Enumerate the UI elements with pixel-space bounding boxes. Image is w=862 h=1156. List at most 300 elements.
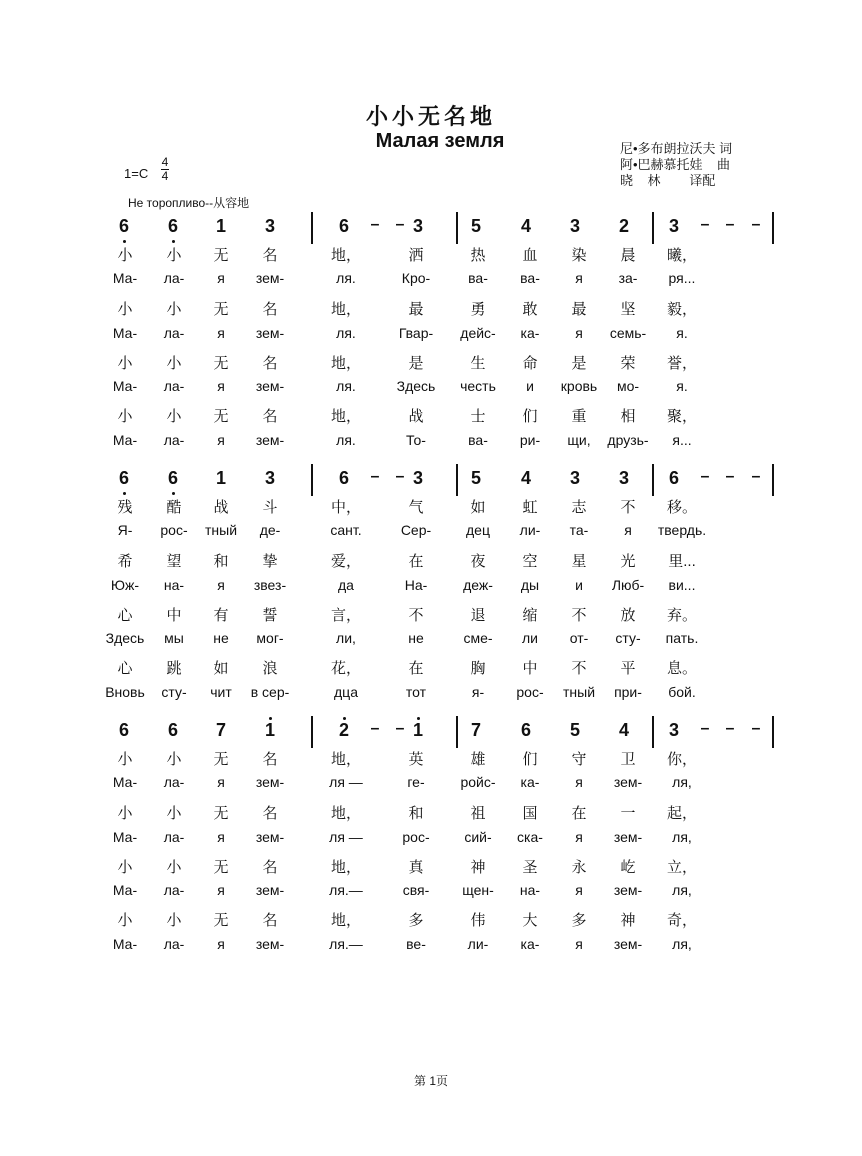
lyric-syllable: зем- [613,774,643,790]
lyric-syllable: 小 [117,859,133,876]
lyric-syllable: 士 [470,408,486,425]
lyric-syllable: ска- [517,829,543,845]
lyric-syllable: 小 [166,247,182,264]
lyric-syllable: 国 [522,805,538,822]
lyric-syllable: Ма- [112,774,138,790]
credit-lyricist: 尼•多布朗拉沃夫 词 [620,141,733,156]
lyric-syllable: ри- [519,432,541,448]
note-value: – [370,468,380,485]
note-value: 5 [470,468,481,488]
lyric-syllable: кровь [560,378,598,394]
note [334,468,354,489]
notation-row [0,212,862,246]
lyric-syllable: 在 [571,805,587,822]
lyric-syllable: 小 [166,408,182,425]
lyric-syllable: 弃。 [666,607,697,624]
note-value: 3 [264,468,275,488]
lyric-syllable: зем- [255,270,285,286]
note-value: – [700,216,710,233]
note-value: 6 [668,468,679,488]
note [565,468,585,489]
lyric-syllable: зем- [255,378,285,394]
lyric-syllable: я [575,270,583,286]
barline [652,716,654,748]
note-value: – [751,468,761,485]
lyric-syllable: Ма- [112,432,138,448]
note-value: 4 [618,720,629,740]
sustain-dash [697,720,713,738]
lyric-syllable: дца [334,684,358,700]
sustain-dash [722,468,738,486]
note-value: – [700,720,710,737]
lyric-syllable: 夜 [470,553,486,570]
lyric-syllable: 小 [117,247,133,264]
lyric-syllable: да [338,577,354,593]
note-value: – [725,216,735,233]
lyric-syllable: 多 [408,912,424,929]
lyric-syllable: 名 [262,408,278,425]
lyric-syllable: 荣 [620,355,636,372]
lyric-syllable: 敢 [522,301,538,318]
lyric-syllable: не [213,630,229,646]
lyric-line-russian [0,936,862,958]
notation-row [0,716,862,750]
note [664,468,684,489]
lyric-line-chinese [0,244,862,266]
lyric-syllable: ли, [336,630,356,646]
lyric-syllable: 无 [213,751,229,768]
lyric-syllable: 光 [620,553,636,570]
note [466,720,486,741]
time-signature-top: 4 [161,155,169,169]
lyric-syllable: рос- [516,684,544,700]
barline [311,212,313,244]
lyric-syllable: 真 [408,859,424,876]
lyric-line-russian [0,325,862,347]
lyric-syllable: 们 [522,408,538,425]
barline [652,464,654,496]
lyric-syllable: зем- [255,432,285,448]
note-value: – [395,468,405,485]
lyric-syllable: 希 [117,553,133,570]
lyric-syllable: 小 [166,301,182,318]
lyric-syllable: мог- [256,630,284,646]
lyric-syllable: я [217,936,225,952]
lyric-syllable: ва- [468,270,488,286]
note [114,216,134,237]
lyric-syllable: 小 [117,805,133,822]
lyric-syllable: ве- [406,936,426,952]
time-signature [161,156,169,183]
lyric-syllable: 不 [620,499,636,516]
lyric-syllable: я [217,882,225,898]
lyric-syllable: на- [163,577,185,593]
lyric-syllable: 有 [213,607,229,624]
lyric-syllable: 地， [330,408,361,425]
lyric-syllable: 小 [117,912,133,929]
lyric-syllable: тный [562,684,596,700]
lyric-syllable: я [217,432,225,448]
lyric-syllable: 心 [117,607,133,624]
lyric-syllable: я [575,936,583,952]
credit-composer: 阿•巴赫慕托娃 曲 [620,157,730,172]
lyric-syllable: за- [618,270,638,286]
lyric-syllable: ге- [407,774,425,790]
lyric-syllable: ва- [468,432,488,448]
title-russian: Малая земля [375,130,505,152]
note [614,216,634,237]
note-value: 3 [618,468,629,488]
lyric-syllable: ла- [163,774,185,790]
key-signature: 1=C [124,166,149,181]
lyric-syllable: я [575,325,583,341]
lyric-syllable: 奇， [666,912,697,929]
note-value: 2 [338,720,349,740]
lyric-syllable: 小 [166,355,182,372]
lyric-syllable: Здесь [105,630,145,646]
note-value: 3 [412,468,423,488]
note-value: 3 [668,216,679,236]
lyric-syllable: честь [460,378,496,394]
lyric-syllable: на- [519,882,541,898]
low-octave-dot [123,492,126,495]
low-octave-dot [172,492,175,495]
page-number: 第 1页 [413,1074,448,1088]
lyric-syllable: ла- [163,325,185,341]
lyric-syllable: зем- [255,882,285,898]
lyric-syllable: 名 [262,805,278,822]
lyric-syllable: я [624,522,632,538]
lyric-syllable: Ма- [112,270,138,286]
note-value: 6 [167,216,178,236]
lyric-syllable: я- [471,684,485,700]
sustain-dash [392,468,408,486]
lyric-syllable: зем- [255,829,285,845]
lyric-syllable: я [217,270,225,286]
lyric-line-chinese [0,352,862,374]
lyric-line-chinese [0,298,862,320]
lyric-syllable: щи, [567,432,591,448]
lyric-syllable: твердь. [657,522,707,538]
credit-translator: 晓 林 译配 [620,173,716,188]
lyric-syllable: 地， [330,751,361,768]
note-value: 7 [470,720,481,740]
note-value: – [370,216,380,233]
lyric-syllable: ли- [467,936,489,952]
note-value: – [370,720,380,737]
lyric-syllable: от- [569,630,589,646]
lyric-syllable: 坚 [620,301,636,318]
lyric-syllable: 生 [470,355,486,372]
lyric-syllable: 不 [408,607,424,624]
lyric-syllable: 伟 [470,912,486,929]
lyric-syllable: 屹 [620,859,636,876]
lyric-syllable: бой. [668,684,696,700]
lyric-syllable: ля. [336,325,356,341]
lyric-syllable: зем- [613,936,643,952]
lyric-syllable: я [217,325,225,341]
lyric-line-chinese [0,748,862,770]
lyric-syllable: ла- [163,378,185,394]
lyric-syllable: 地， [330,859,361,876]
note [163,216,183,237]
lyric-syllable: пать. [665,630,699,646]
lyric-syllable: 英 [408,751,424,768]
lyric-syllable: 圣 [522,859,538,876]
note-value: 1 [215,216,226,236]
lyric-syllable: 小 [166,805,182,822]
lyric-syllable: зем- [255,936,285,952]
lyric-syllable: 小 [117,355,133,372]
lyric-line-russian [0,432,862,454]
lyric-syllable: сме- [463,630,493,646]
note-value: 4 [520,216,531,236]
sustain-dash [697,468,713,486]
lyric-syllable: 小 [166,859,182,876]
note-value: – [751,216,761,233]
lyric-syllable: 中 [522,660,538,677]
lyric-syllable: ды [520,577,540,593]
note [565,216,585,237]
note-value: 3 [264,216,275,236]
lyric-syllable: сту- [161,684,187,700]
sustain-dash [392,216,408,234]
lyric-syllable: 挚 [262,553,278,570]
note-value: 3 [569,216,580,236]
lyric-line-russian [0,522,862,544]
lyric-syllable: 小 [166,751,182,768]
note [516,468,536,489]
note-value: 6 [338,216,349,236]
note [664,720,684,741]
note-value: 1 [264,720,275,740]
note-value: 6 [520,720,531,740]
lyric-syllable: 平 [620,660,636,677]
lyric-syllable: и [575,577,583,593]
lyric-syllable: 不 [571,607,587,624]
note [163,468,183,489]
lyric-syllable: 地， [330,912,361,929]
lyric-syllable: Вновь [105,684,145,700]
note-value: 3 [668,720,679,740]
note [260,720,280,741]
lyric-syllable: 命 [522,355,538,372]
lyric-line-chinese [0,909,862,931]
note [516,720,536,741]
note-value: 2 [618,216,629,236]
lyric-syllable: 斗 [262,499,278,516]
lyric-syllable: ка- [520,325,540,341]
lyric-syllable: ля, [672,882,692,898]
lyric-syllable: 志 [571,499,587,516]
barline [772,212,774,244]
time-signature-bottom: 4 [161,169,169,183]
note [664,216,684,237]
lyric-syllable: 一 [620,805,636,822]
note-value: – [725,720,735,737]
lyric-syllable: звез- [253,577,287,593]
lyric-syllable: 心 [117,660,133,677]
lyric-syllable: 气 [408,499,424,516]
lyric-syllable: сту- [615,630,641,646]
lyric-syllable: Гвар- [398,325,434,341]
lyric-syllable: де- [259,522,281,538]
lyric-syllable: и [526,378,534,394]
high-octave-dot [269,717,272,720]
lyric-syllable: ка- [520,774,540,790]
lyric-syllable: 曦， [666,247,697,264]
lyric-syllable: 勇 [470,301,486,318]
lyric-line-russian [0,577,862,599]
note-value: – [700,468,710,485]
lyric-syllable: рос- [402,829,430,845]
lyric-syllable: 胸 [470,660,486,677]
lyric-syllable: 里... [668,553,696,570]
notation-row [0,464,862,498]
lyric-syllable: сант. [330,522,362,538]
barline [456,464,458,496]
lyric-line-russian [0,774,862,796]
note [211,468,231,489]
lyric-syllable: То- [406,432,426,448]
note-value: 5 [569,720,580,740]
lyric-syllable: 立， [666,859,697,876]
note-value: 6 [167,468,178,488]
lyric-syllable: 望 [166,553,182,570]
lyric-syllable: 你， [666,751,697,768]
lyric-syllable: ля, [672,829,692,845]
lyric-syllable: свя- [402,882,430,898]
lyric-syllable: 地， [330,301,361,318]
note [516,216,536,237]
lyric-syllable: я [217,577,225,593]
lyric-syllable: 是 [408,355,424,372]
lyric-syllable: 放 [620,607,636,624]
sustain-dash [367,216,383,234]
lyric-syllable: 大 [522,912,538,929]
sustain-dash [748,216,764,234]
lyric-syllable: 晨 [620,247,636,264]
lyric-syllable: 战 [408,408,424,425]
note [211,216,231,237]
lyric-syllable: Ма- [112,378,138,394]
lyric-syllable: зем- [255,774,285,790]
lyric-syllable: зем- [613,882,643,898]
lyric-syllable: 卫 [620,751,636,768]
lyric-syllable: 缩 [522,607,538,624]
lyric-syllable: 不 [571,660,587,677]
sustain-dash [392,720,408,738]
lyric-syllable: я. [676,325,688,341]
lyric-syllable: 是 [571,355,587,372]
lyric-syllable: щен- [462,882,494,898]
lyric-syllable: ля — [329,829,363,845]
lyric-syllable: ла- [163,882,185,898]
lyric-syllable: 息。 [666,660,697,677]
lyric-syllable: при- [614,684,642,700]
lyric-syllable: ла- [163,432,185,448]
high-octave-dot [343,717,346,720]
lyric-syllable: Юж- [110,577,140,593]
lyric-syllable: ла- [163,829,185,845]
sustain-dash [722,720,738,738]
barline [456,212,458,244]
lyric-syllable: ля, [672,936,692,952]
lyric-syllable: 染 [571,247,587,264]
lyric-syllable: 无 [213,912,229,929]
lyric-syllable: я [575,774,583,790]
lyric-syllable: 空 [522,553,538,570]
lyric-syllable: ли- [519,522,541,538]
lyric-syllable: мо- [616,378,640,394]
lyric-syllable: Ма- [112,936,138,952]
lyric-syllable: ля.— [329,882,363,898]
lyric-syllable: ва- [520,270,540,286]
lyric-syllable: Здесь [396,378,436,394]
lyric-syllable: тот [405,684,427,700]
lyric-line-chinese [0,657,862,679]
note [163,720,183,741]
lyric-syllable: 起， [666,805,697,822]
lyric-syllable: 聚， [666,408,697,425]
note-value: 6 [338,468,349,488]
lyric-syllable: 残 [117,499,133,516]
note [466,468,486,489]
lyric-syllable: ря... [668,270,696,286]
sustain-dash [748,468,764,486]
lyric-syllable: 重 [571,408,587,425]
lyric-syllable: мы [164,630,184,646]
lyric-line-chinese [0,856,862,878]
lyric-line-russian [0,630,862,652]
lyric-syllable: 最 [571,301,587,318]
note-value: 7 [215,720,226,740]
note-value: 3 [412,216,423,236]
barline [456,716,458,748]
credits [620,141,732,189]
lyric-syllable: 小 [117,408,133,425]
lyric-syllable: 们 [522,751,538,768]
lyric-syllable: 神 [620,912,636,929]
high-octave-dot [417,717,420,720]
lyric-syllable: Я- [117,522,133,538]
note [334,216,354,237]
lyric-syllable: я [217,829,225,845]
lyric-syllable: ля. [336,378,356,394]
lyric-syllable: в сер- [250,684,290,700]
note [114,720,134,741]
lyric-syllable: 誓 [262,607,278,624]
lyric-syllable: 言， [330,607,361,624]
low-octave-dot [123,240,126,243]
note-value: – [395,216,405,233]
lyric-syllable: 无 [213,408,229,425]
lyric-syllable: 小 [117,751,133,768]
note-value: 6 [118,468,129,488]
tempo-marking: Не торопливо--从容地 [128,196,250,210]
note [408,720,428,741]
lyric-syllable: ли [522,630,538,646]
lyric-syllable: 雄 [470,751,486,768]
lyric-syllable: ля. [336,270,356,286]
sustain-dash [367,720,383,738]
lyric-line-chinese [0,550,862,572]
note-value: – [395,720,405,737]
lyric-syllable: 祖 [470,805,486,822]
note-value: 4 [520,468,531,488]
lyric-syllable: 小 [117,301,133,318]
lyric-syllable: 小 [166,912,182,929]
